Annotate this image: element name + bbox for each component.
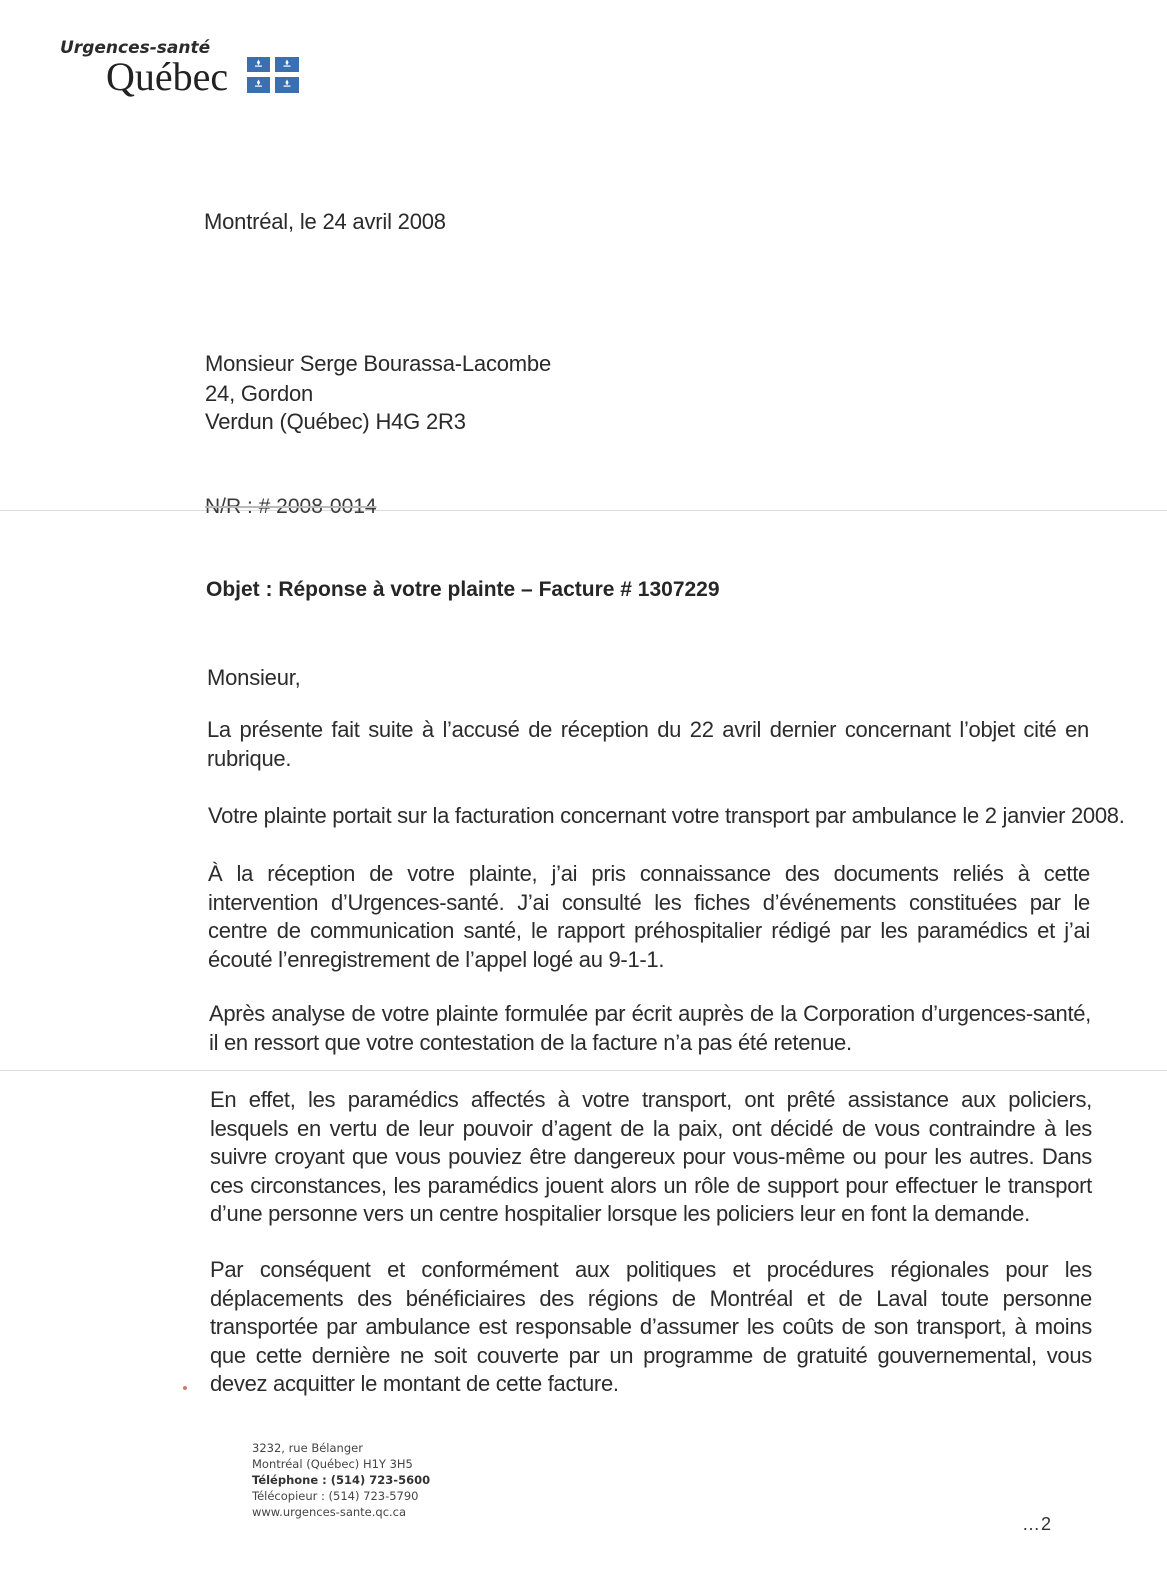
org-name-line1: Urgences-santé — [60, 38, 211, 58]
body-paragraph: Après analyse de votre plainte formulée par écrit auprès de la Corporation d’urgences-santé, il en ressort que votre contestation de la facture n’a pas été retenue. — [209, 1001, 1091, 1055]
recipient-city: Verdun (Québec) H4G 2R3 — [205, 409, 466, 434]
body-paragraph: La présente fait suite à l’accusé de réception du 22 avril dernier concernant l’objet cité en rubrique. — [207, 717, 1089, 771]
footer-city: Montréal (Québec) H1Y 3H5 — [252, 1457, 413, 1471]
org-name-line2: Québec — [106, 54, 229, 99]
body-paragraph: En effet, les paramédics affectés à votre transport, ont prêté assistance aux policiers, lesquels en vertu de leur pouvoir d’agent de la paix, ont décidé de vous contraindre à les suivre croyant que vous pouviez être dangereux pour vous-même ou pour les autres. Dans ces circonstances, les paramédics jouent alors un rôle de support pour effectuer le transport d’une personne vers un centre hospitalier lorsque les policiers leur en font la demande. — [210, 1087, 1092, 1226]
footer-street: 3232, rue Bélanger — [252, 1441, 363, 1455]
body-paragraph: Votre plainte portait sur la facturation concernant votre transport par ambulance le 2 janvier 2008. — [208, 803, 1125, 828]
letterhead-logo — [60, 38, 305, 100]
page-continuation: …2 — [1022, 1514, 1053, 1534]
footer-phone: Téléphone : (514) 723-5600 — [252, 1473, 431, 1487]
recipient-name: Monsieur Serge Bourassa-Lacombe — [205, 351, 551, 376]
recipient-street: 24, Gordon — [205, 381, 314, 406]
scan-fold-line — [0, 1070, 1167, 1071]
body-paragraph: Par conséquent et conformément aux politiques et procédures régionales pour les déplacements des bénéficiaires des régions de Montréal et de Laval toute personne transportée par ambulance est responsable d’assumer les coûts de son transport, à moins que cette dernière ne soit couverte par un programme de gratuité gouvernemental, vous devez acquitter le montant de cette facture. — [210, 1257, 1092, 1396]
letter-date: Montréal, le 24 avril 2008 — [204, 209, 446, 234]
greeting: Monsieur, — [207, 665, 301, 690]
subject-line: Objet : Réponse à votre plainte – Facture # 1307229 — [206, 578, 720, 601]
quebec-flag-icon — [246, 56, 300, 94]
footer-contact-block — [252, 1440, 430, 1520]
reference-number: N/R : # 2008-0014 — [205, 495, 377, 518]
footer-fax: Télécopieur : (514) 723-5790 — [252, 1489, 419, 1503]
scan-fold-line — [0, 510, 1167, 511]
margin-mark — [183, 1386, 187, 1390]
body-paragraph: À la réception de votre plainte, j’ai pris connaissance des documents reliés à cette intervention d’Urgences-santé. J’ai consulté les fiches d’événements constituées par le centre de communication santé, le rapport préhospitalier rédigé par les paramédics et j’ai écouté l’enregistrement de l’appel logé au 9-1-1. — [208, 861, 1090, 972]
footer-website: www.urgences-sante.qc.ca — [252, 1505, 407, 1519]
